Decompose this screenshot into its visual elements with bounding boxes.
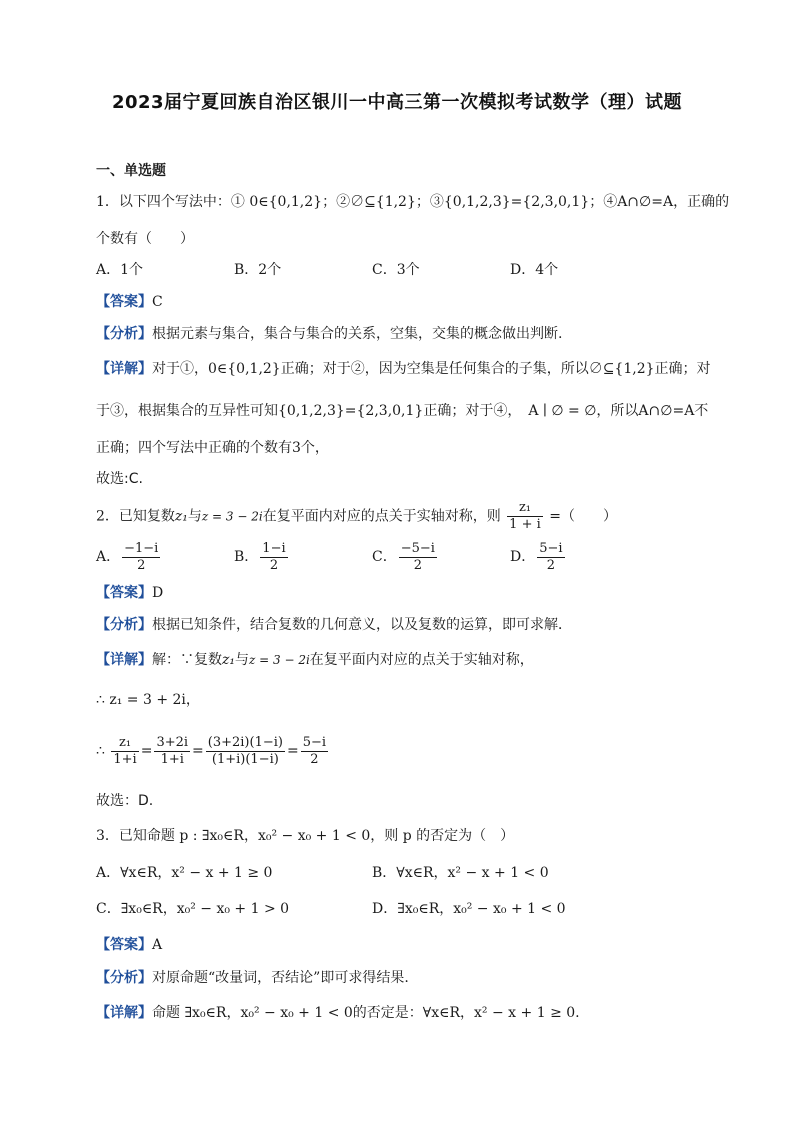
fraction-denominator: 2 [269, 557, 279, 573]
q2-z: z = 3 − 2i [201, 509, 263, 524]
q3-analysis: 对原命题“改量词，否结论”即可求得结果. [152, 970, 409, 986]
step2-fraction-2 [154, 735, 190, 768]
q2-option-c [372, 540, 439, 574]
fraction-denominator: (1+i)(1−i) [211, 751, 279, 767]
q2-stem-text: 与 [187, 508, 202, 525]
q3-option-c: C．∃x₀∈R，x₀² − x₀ + 1 > 0 [96, 901, 290, 917]
q3-option-a: A．∀x∈R，x² − x + 1 ≥ 0 [96, 865, 273, 881]
equals-sign: = [140, 743, 153, 759]
q1-option-b: B．2个 [234, 262, 282, 278]
analysis-tag: 【分析】 [96, 617, 152, 633]
q2-detail-text: 与 [235, 652, 249, 668]
q2-stem-text: 在复平面内对应的点关于实轴对称，则 [262, 508, 501, 525]
q2-detail-text: 在复平面内对应的点关于实轴对称， [309, 652, 534, 668]
q3-option-d: D．∃x₀∈R，x₀² − x₀ + 1 < 0 [372, 901, 566, 917]
fraction-denominator: 1+i [113, 751, 137, 767]
fraction-numerator: (3+2i)(1−i) [207, 734, 283, 750]
option-fraction [399, 541, 437, 574]
q3-detail: 命题 ∃x₀∈R，x₀² − x₀ + 1 < 0的否定是：∀x∈R，x² − x + 1 ≥ 0. [152, 1005, 580, 1021]
equals-sign: = [192, 743, 204, 759]
option-label: B． [234, 549, 259, 565]
q2-answer: D [152, 585, 164, 601]
q1-option-a: A．1个 [96, 262, 144, 278]
q2-z1: z₁ [174, 508, 188, 525]
step2-fraction-3 [206, 735, 285, 768]
q2-step1: ∴ z₁ = 3 + 2i， [96, 692, 200, 708]
q1-detail-line3: 正确；四个写法中正确的个数有3个， [96, 440, 329, 456]
q3-option-b: B．∀x∈R，x² − x + 1 < 0 [372, 865, 549, 881]
analysis-tag: 【分析】 [96, 326, 152, 342]
fraction-numerator: −5−i [400, 540, 435, 556]
q1-detail-line2: 于③，根据集合的互异性可知{0,1,2,3}={2,3,0,1}正确；对于④， A ∣ ∅ = ∅，所以A∩∅=A不 [96, 403, 709, 419]
q2-option-b [234, 540, 290, 574]
equals-sign: = [286, 743, 299, 759]
fraction-numerator: z₁ [111, 735, 138, 752]
q1-option-d: D．4个 [510, 262, 559, 278]
option-fraction [122, 541, 160, 574]
detail-tag: 【详解】 [96, 652, 152, 668]
q1-answer: C [152, 294, 163, 310]
step2-fraction-4 [301, 735, 328, 768]
q2-stem-fraction [507, 500, 543, 533]
fraction-denominator: 1+i [160, 751, 184, 767]
fraction-denominator: 2 [546, 557, 556, 573]
fraction-numerator: 5−i [539, 540, 563, 556]
detail-tag: 【详解】 [96, 361, 152, 377]
q3-stem: 3．已知命题 p : ∃x₀∈R，x₀² − x₀ + 1 < 0，则 p 的否定为（ ） [96, 828, 515, 844]
q2-analysis: 根据已知条件，结合复数的几何意义，以及复数的运算，即可求解． [152, 617, 572, 633]
fraction-numerator: z₁ [507, 500, 543, 517]
q2-stem-text: =（ ） [549, 508, 617, 525]
q2-detail-text: 解：∵复数 [152, 652, 222, 668]
section-heading: 一、单选题 [96, 163, 166, 179]
q3-answer: A [152, 937, 163, 953]
option-fraction [537, 541, 564, 574]
q1-stem-line2: 个数有（ ） [96, 231, 194, 247]
fraction-denominator: 2 [413, 557, 422, 573]
q2-option-d [510, 540, 567, 574]
q1-answer-row [96, 292, 163, 312]
therefore-symbol: ∴ [96, 743, 105, 759]
q2-step2 [96, 733, 330, 769]
option-label: C． [372, 549, 397, 565]
q1-option-c: C．3个 [372, 262, 420, 278]
fraction-denominator: 2 [310, 751, 319, 767]
q2-option-a [96, 540, 162, 574]
fraction-numerator: 5−i [302, 734, 327, 750]
page-title: 2023届宁夏回族自治区银川一中高三第一次模拟考试数学（理）试题 [111, 92, 683, 113]
answer-tag: 【答案】 [96, 585, 152, 601]
q2-answer-row [96, 583, 163, 603]
q2-stem [96, 500, 617, 533]
q1-stem-line1: 1．以下四个写法中：① 0∈{0,1,2}；②∅⊆{1,2}；③{0,1,2,3}={2,3,0,1}；④A∩∅=A，正确的 [96, 194, 730, 210]
fraction-denominator: 1 + i [509, 517, 541, 532]
q3-detail-row [96, 1003, 580, 1023]
answer-tag: 【答案】 [96, 294, 152, 310]
option-label: A． [96, 549, 121, 565]
fraction-denominator: 2 [137, 557, 146, 573]
q2-z1: z₁ [222, 652, 235, 668]
q2-conclusion: 故选：D. [96, 793, 154, 809]
analysis-tag: 【分析】 [96, 970, 152, 986]
q2-stem-text: 2．已知复数 [96, 508, 175, 525]
q1-analysis-row [96, 324, 562, 344]
detail-tag: 【详解】 [96, 1005, 152, 1021]
fraction-numerator: −1−i [124, 540, 159, 556]
q1-analysis: 根据元素与集合，集合与集合的关系，空集，交集的概念做出判断. [152, 326, 563, 342]
q3-analysis-row [96, 968, 409, 988]
option-fraction [260, 541, 287, 574]
q1-detail-row [96, 359, 711, 379]
q2-z: z = 3 − 2i [249, 653, 310, 667]
option-label: D． [510, 549, 536, 565]
step2-fraction-1 [111, 735, 138, 768]
q3-answer-row [96, 935, 162, 955]
q1-conclusion: 故选:C. [96, 471, 143, 487]
q2-analysis-row [96, 615, 572, 635]
fraction-numerator: 3+2i [156, 734, 189, 750]
fraction-numerator: 1−i [262, 540, 286, 556]
answer-tag: 【答案】 [96, 937, 152, 953]
q2-detail-row [96, 650, 534, 670]
q1-detail-line1: 对于①，0∈{0,1,2}正确；对于②，因为空集是任何集合的子集，所以∅⊆{1,2}正确；对 [152, 361, 711, 377]
